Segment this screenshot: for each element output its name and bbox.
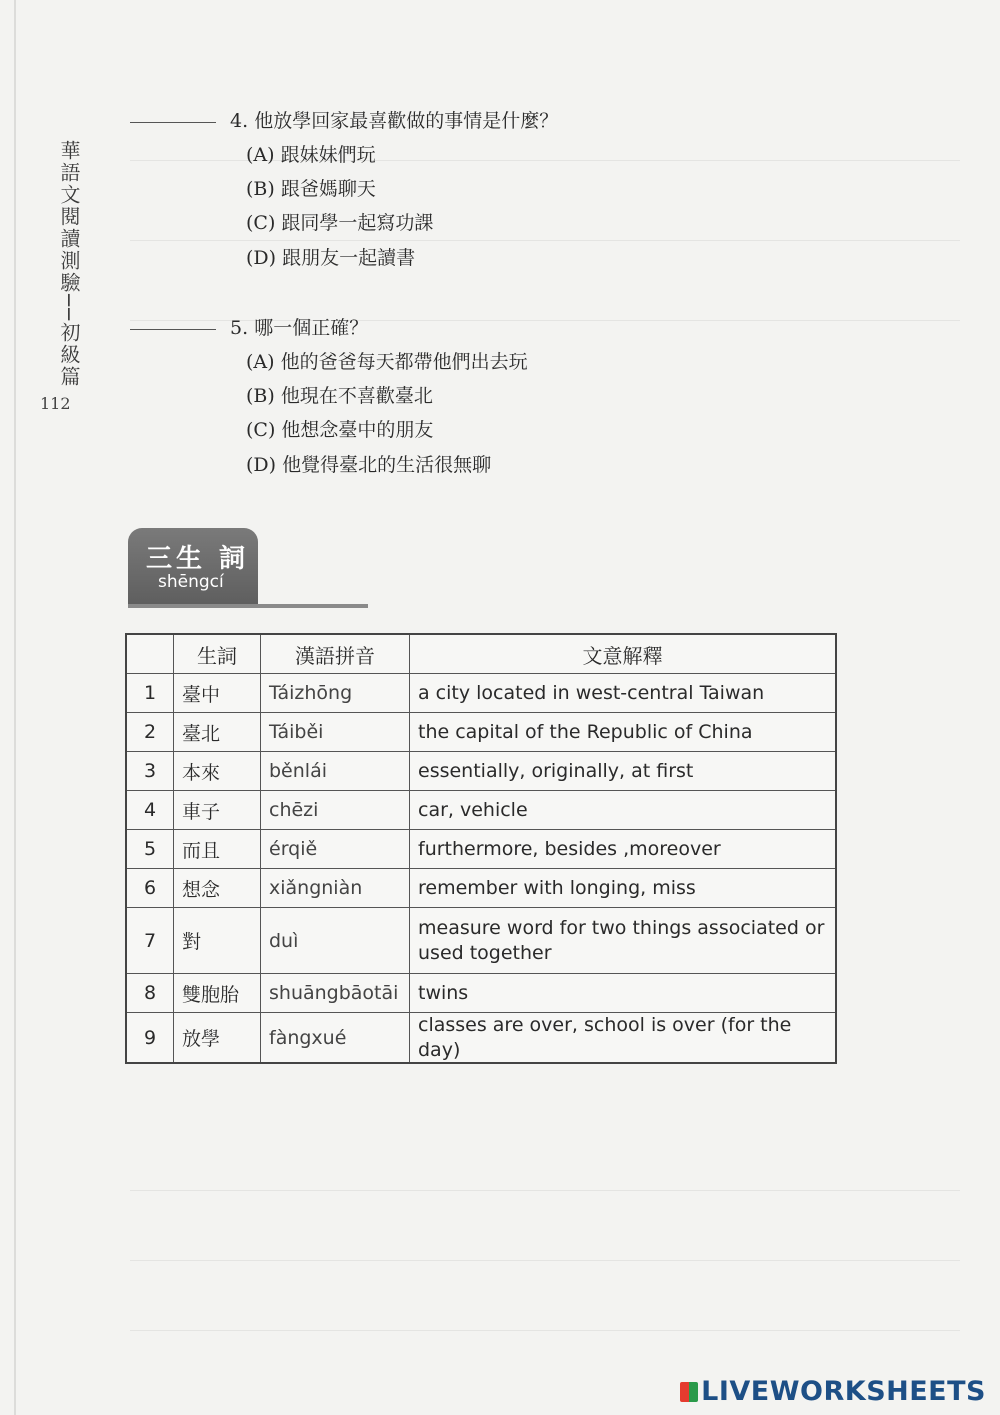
table-header-row	[126, 634, 836, 674]
option-b: (B) 跟爸媽聊天	[246, 178, 376, 200]
row-pinyin: érqiě	[261, 830, 410, 869]
row-pinyin: xiǎngniàn	[261, 869, 410, 908]
row-meaning: classes are over, school is over (for the day)	[410, 1013, 837, 1064]
row-meaning: twins	[410, 974, 837, 1013]
question-number: 4.	[230, 110, 249, 132]
section-rule	[128, 604, 368, 608]
page-number: 112	[40, 394, 71, 413]
row-pinyin: duì	[261, 908, 410, 974]
row-word: 雙胞胎	[174, 974, 261, 1013]
row-pinyin: shuāngbāotāi	[261, 974, 410, 1013]
section-subtitle: shēngcí	[158, 572, 224, 592]
question-4	[130, 106, 558, 133]
table-row	[126, 1013, 836, 1064]
bleed-line	[130, 1330, 960, 1331]
row-number: 7	[126, 908, 174, 974]
header-pinyin: 漢語拼音	[261, 634, 410, 674]
row-number: 9	[126, 1013, 174, 1064]
row-word: 而且	[174, 830, 261, 869]
answer-blank-5[interactable]	[130, 329, 216, 330]
option-a: (A) 他的爸爸每天都帶他們出去玩	[246, 351, 528, 373]
question-number: 5.	[230, 317, 249, 339]
row-word: 放學	[174, 1013, 261, 1064]
row-meaning: essentially, originally, at first	[410, 752, 837, 791]
option-b: (B) 他現在不喜歡臺北	[246, 385, 433, 407]
question-text: 他放學回家最喜歡做的事情是什麼？	[254, 110, 559, 132]
row-word: 想念	[174, 869, 261, 908]
option-d: (D) 他覺得臺北的生活很無聊	[246, 454, 492, 476]
row-word: 車子	[174, 791, 261, 830]
row-meaning: furthermore, besides ,moreover	[410, 830, 837, 869]
option-c: (C) 他想念臺中的朋友	[246, 419, 434, 441]
table-row	[126, 908, 836, 974]
row-pinyin: Táizhōng	[261, 674, 410, 713]
page-edge	[14, 0, 16, 1415]
row-pinyin: běnlái	[261, 752, 410, 791]
watermark-text: LIVEWORKSHEETS	[701, 1376, 986, 1407]
section-badge	[128, 528, 258, 606]
row-meaning: the capital of the Republic of China	[410, 713, 837, 752]
row-pinyin: fàngxué	[261, 1013, 410, 1064]
row-number: 1	[126, 674, 174, 713]
row-word: 對	[174, 908, 261, 974]
table-row	[126, 713, 836, 752]
row-number: 8	[126, 974, 174, 1013]
liveworksheets-watermark	[680, 1376, 986, 1407]
bleed-line	[130, 1190, 960, 1191]
liveworksheets-logo-icon	[680, 1382, 698, 1402]
header-word: 生詞	[174, 634, 261, 674]
row-number: 6	[126, 869, 174, 908]
row-word: 臺中	[174, 674, 261, 713]
question-text: 哪一個正確？	[254, 317, 369, 339]
book-title: 華語文閱讀測驗──初級篇	[57, 140, 81, 389]
question-5	[130, 313, 368, 340]
row-number: 2	[126, 713, 174, 752]
row-number: 3	[126, 752, 174, 791]
row-meaning: measure word for two things associated or used together	[410, 908, 837, 974]
table-row	[126, 752, 836, 791]
table-row	[126, 974, 836, 1013]
table-row	[126, 869, 836, 908]
row-pinyin: chēzi	[261, 791, 410, 830]
row-word: 臺北	[174, 713, 261, 752]
bleed-line	[130, 1260, 960, 1261]
row-meaning: remember with longing, miss	[410, 869, 837, 908]
row-meaning: car, vehicle	[410, 791, 837, 830]
row-number: 4	[126, 791, 174, 830]
option-d: (D) 跟朋友一起讀書	[246, 247, 416, 269]
vocab-table	[125, 633, 837, 1064]
table-row	[126, 674, 836, 713]
table-row	[126, 791, 836, 830]
row-number: 5	[126, 830, 174, 869]
row-pinyin: Táiběi	[261, 713, 410, 752]
table-row	[126, 830, 836, 869]
row-meaning: a city located in west-central Taiwan	[410, 674, 837, 713]
row-word: 本來	[174, 752, 261, 791]
header-meaning: 文意解釋	[410, 634, 837, 674]
section-title: 三生 詞	[146, 544, 250, 574]
answer-blank-4[interactable]	[130, 122, 216, 123]
bleed-line	[130, 240, 960, 241]
header-number	[126, 634, 174, 674]
option-a: (A) 跟妹妹們玩	[246, 144, 376, 166]
option-c: (C) 跟同學一起寫功課	[246, 212, 434, 234]
